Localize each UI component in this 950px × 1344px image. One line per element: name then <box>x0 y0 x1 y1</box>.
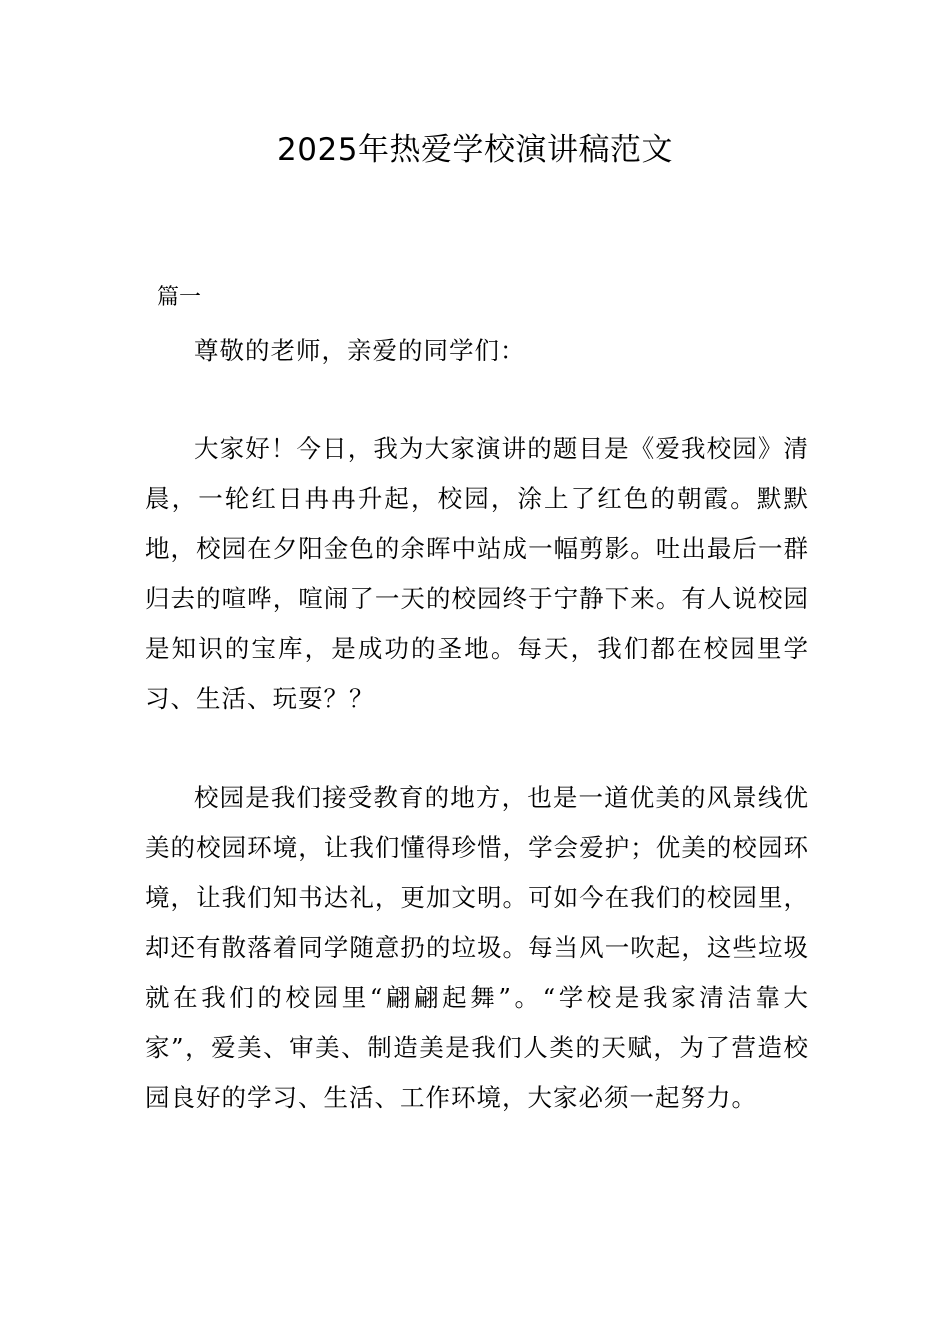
body-paragraph-1: 大家好！今日，我为大家演讲的题目是《爱我校园》清晨，一轮红日冉冉升起，校园，涂上了红色的朝霞。默默地，校园在夕阳金色的余晖中站成一幅剪影。吐出最后一群归去的喧哗，喧闹了一天的校园终于宁静下来。有人说校园是知识的宝库，是成功的圣地。每天，我们都在校园里学习、生活、玩耍？？ <box>145 434 809 713</box>
body-paragraph-2: 校园是我们接受教育的地方，也是一道优美的风景线优美的校园环境，让我们懂得珍惜，学会爱护；优美的校园环境，让我们知书达礼，更加文明。可如今在我们的校园里，却还有散落着同学随意扔的垃圾。每当风一吹起，这些垃圾就在我们的校园里“翩翩起舞”。“学校是我家清洁靠大家”，爱美、审美、制造美是我们人类的天赋，为了营造校园良好的学习、生活、工作环境，大家必须一起努力。 <box>145 783 809 1112</box>
section-label: 篇一 <box>157 285 202 310</box>
greeting-paragraph: 尊敬的老师，亲爱的同学们： <box>194 336 526 365</box>
document-title: 2025年热爱学校演讲稿范文 <box>277 132 673 168</box>
